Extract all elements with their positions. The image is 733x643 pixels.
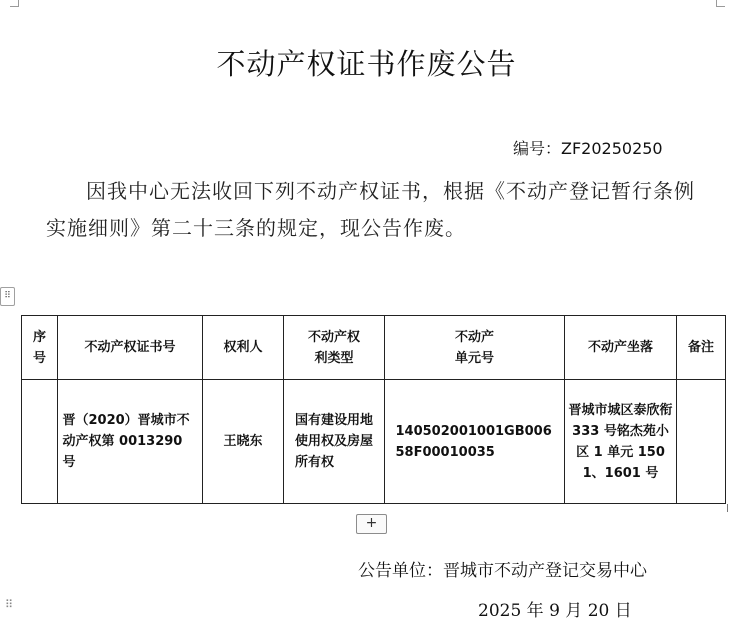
certificate-table-wrapper: [21, 315, 726, 504]
table-resize-mark: [727, 504, 732, 512]
add-row-button[interactable]: +: [356, 514, 387, 534]
header-right-type: 不动产权利类型: [284, 316, 385, 380]
header-location: 不动产坐落: [565, 316, 677, 380]
header-unit-no: 不动产单元号: [385, 316, 565, 380]
table-move-handle-icon[interactable]: ⠿: [0, 287, 15, 306]
cell-seq[interactable]: [22, 380, 58, 504]
document-number: 编号：ZF20250250: [513, 139, 663, 158]
page-corner-mark-top-right: [716, 0, 725, 7]
cell-right-type[interactable]: 国有建设用地使用权及房屋所有权: [284, 380, 385, 504]
table-row: [22, 380, 726, 504]
announcement-body: 因我中心无法收回下列不动产权证书，根据《不动产登记暂行条例实施细则》第二十三条的规定，现公告作废。: [46, 179, 695, 240]
page-title: 不动产权证书作废公告: [216, 47, 517, 81]
issuer-line: 公告单位：晋城市不动产登记交易中心: [358, 561, 647, 581]
issue-date: 2025 年 9 月 20 日: [478, 601, 632, 621]
cell-location[interactable]: 晋城市城区泰欣衔 333 号铭杰苑小区 1 单元 1501、1601 号: [565, 380, 677, 504]
page-corner-mark-top-left: [10, 0, 19, 7]
cell-owner[interactable]: 王晓东: [203, 380, 284, 504]
drag-handle-icon[interactable]: ⠿: [5, 598, 14, 611]
cell-unit-no[interactable]: 140502001001GB00658F00010035: [385, 380, 565, 504]
table-header-row: [22, 316, 726, 380]
header-seq: 序号: [22, 316, 58, 380]
certificate-table: [21, 315, 726, 504]
cell-cert-no[interactable]: 晋（2020）晋城市不动产权第 0013290 号: [58, 380, 203, 504]
header-remark: 备注: [677, 316, 726, 380]
header-owner: 权利人: [203, 316, 284, 380]
header-cert-no: 不动产权证书号: [58, 316, 203, 380]
cell-remark[interactable]: [677, 380, 726, 504]
